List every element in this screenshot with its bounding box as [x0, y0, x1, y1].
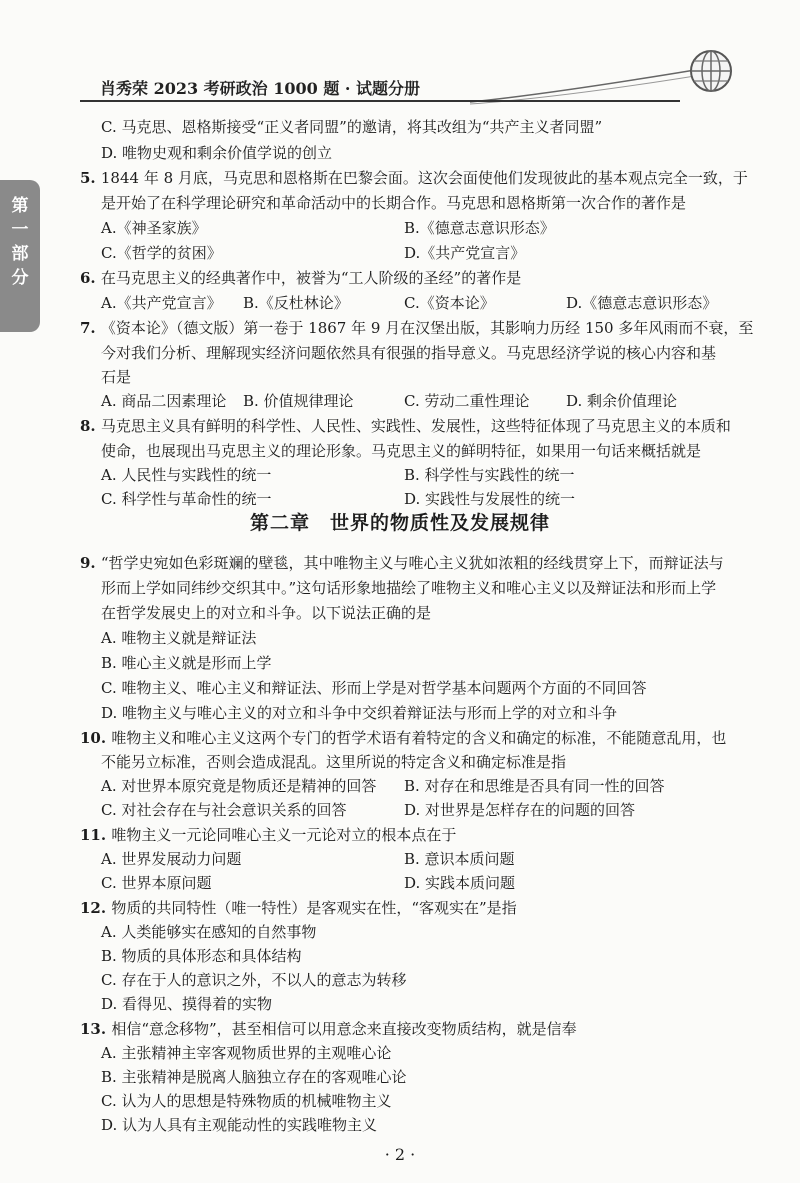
line-text: C. 世界本原问题	[101, 874, 212, 892]
question-stem-line	[80, 553, 724, 573]
text-line	[101, 367, 131, 387]
line-text: 形而上学如同纬纱交织其中。”这句话形象地描绘了唯物主义和唯心主义以及辩证法和形而上学	[101, 579, 717, 597]
text-line	[101, 752, 566, 772]
text-line	[404, 849, 515, 869]
question-stem-line	[80, 728, 726, 748]
line-text: A. 主张精神主宰客观物质世界的主观唯心论	[101, 1044, 392, 1062]
line-text: 1844 年 8 月底，马克思和恩格斯在巴黎会面。这次会面使他们发现彼此的基本观点完全一致，于	[100, 169, 748, 187]
line-text: A. 世界发展动力问题	[101, 850, 242, 868]
part-side-tab-label: 第一部分	[11, 196, 29, 288]
text-line	[566, 293, 717, 313]
line-text: 使命，也展现出马克思主义的理论形象。马克思主义的鲜明特征，如果用一句话来概括就是	[101, 442, 702, 460]
text-line	[101, 628, 256, 648]
line-text: A.《神圣家族》	[101, 219, 207, 237]
line-text: B. 对存在和思维是否具有同一性的回答	[404, 777, 665, 795]
text-line	[101, 143, 332, 163]
line-text: A. 人民性与实践性的统一	[101, 466, 272, 484]
line-text: 是开始了在科学理论研究和革命活动中的长期合作。马克思和恩格斯第一次合作的著作是	[101, 194, 687, 212]
text-line	[566, 391, 677, 411]
line-text: D.《共产党宣言》	[404, 244, 526, 262]
text-line	[101, 465, 271, 485]
question-number: 10.	[80, 729, 112, 747]
line-text: 《资本论》（德文版）第一卷于 1867 年 9 月在汉堡出版，其影响力历经 150 多年风雨而不衰，至	[100, 319, 754, 337]
page-number: · 2 ·	[384, 1145, 416, 1164]
line-text: D. 实践性与发展性的统一	[404, 490, 576, 508]
text-line	[243, 293, 349, 313]
text-line	[101, 703, 617, 723]
text-line	[101, 578, 716, 598]
question-stem-line	[80, 898, 517, 918]
line-text: A. 商品二因素理论	[101, 392, 227, 410]
line-text: C. 存在于人的意识之外，不以人的意志为转移	[101, 971, 407, 989]
line-text: D. 对世界是怎样存在的问题的回答	[404, 801, 636, 819]
text-line	[101, 994, 272, 1014]
text-line	[101, 603, 431, 623]
line-text: B. 科学性与实践性的统一	[404, 466, 575, 484]
text-line	[101, 970, 406, 990]
text-line	[404, 489, 575, 509]
text-line	[404, 243, 525, 263]
text-line	[101, 946, 302, 966]
line-text: A. 唯物主义就是辩证法	[101, 629, 257, 647]
text-line	[101, 678, 646, 698]
line-text: “哲学史宛如色彩斑斓的壁毯，其中唯物主义与唯心主义犹如浓粗的经线贯穿上下，而辩证法与	[100, 554, 724, 572]
text-line	[101, 922, 316, 942]
text-line	[101, 218, 207, 238]
line-text: B. 物质的具体形态和具体结构	[101, 947, 302, 965]
line-text: C. 对社会存在与社会意识关系的回答	[101, 801, 347, 819]
line-text: D.《德意志意识形态》	[566, 294, 718, 312]
line-text: A. 对世界本原究竟是物质还是精神的回答	[101, 777, 377, 795]
question-stem-line	[80, 168, 748, 188]
text-line	[404, 465, 575, 485]
line-text: D. 看得见、摸得着的实物	[101, 995, 273, 1013]
question-number: 12.	[80, 899, 112, 917]
line-text: C. 科学性与革命性的统一	[101, 490, 272, 508]
line-text: D. 唯物史观和剩余价值学说的创立	[101, 144, 333, 162]
question-number: 9.	[80, 554, 101, 572]
page-header	[0, 0, 800, 110]
text-line	[404, 873, 515, 893]
text-line	[404, 391, 529, 411]
line-text: D. 剩余价值理论	[566, 392, 678, 410]
question-number: 13.	[80, 1020, 112, 1038]
line-text: 在哲学发展史上的对立和斗争。以下说法正确的是	[101, 604, 432, 622]
question-number: 5.	[80, 169, 101, 187]
line-text: C. 马克思、恩格斯接受“正义者同盟”的邀请，将其改组为“共产主义者同盟”	[101, 118, 603, 136]
line-text: 在马克思主义的经典著作中，被誉为“工人阶级的圣经”的著作是	[100, 269, 522, 287]
line-text: B. 意识本质问题	[404, 850, 515, 868]
text-line	[101, 1091, 391, 1111]
line-text: 相信“意念移物”，甚至相信可以用意念来直接改变物质结构，就是信奉	[111, 1020, 577, 1038]
text-line	[404, 776, 665, 796]
text-line	[101, 1067, 407, 1087]
text-line	[404, 293, 495, 313]
question-stem-line	[80, 268, 521, 288]
line-text: 唯物主义和唯心主义这两个专门的哲学术语有着特定的含义和确定的标准，不能随意乱用，也	[111, 729, 727, 747]
text-line	[101, 293, 222, 313]
text-line	[101, 391, 226, 411]
text-line	[101, 653, 272, 673]
line-text: A. 人类能够实在感知的自然事物	[101, 923, 317, 941]
question-stem-line	[80, 1019, 577, 1039]
text-line	[404, 218, 555, 238]
line-text: C. 唯物主义、唯心主义和辩证法、形而上学是对哲学基本问题两个方面的不同回答	[101, 679, 647, 697]
question-number: 11.	[80, 826, 112, 844]
line-text: 马克思主义具有鲜明的科学性、人民性、实践性、发展性，这些特征体现了马克思主义的本质和	[100, 417, 731, 435]
header-title: 肖秀荣 2023 考研政治 1000 题 · 试题分册	[100, 79, 421, 98]
question-stem-line	[80, 318, 753, 338]
text-line	[101, 243, 222, 263]
text-line	[101, 849, 241, 869]
text-line	[101, 1043, 391, 1063]
text-line	[101, 873, 211, 893]
line-text: 石是	[101, 368, 132, 386]
text-line	[404, 800, 635, 820]
line-text: D. 唯物主义与唯心主义的对立和斗争中交织着辩证法与形而上学的对立和斗争	[101, 704, 618, 722]
question-number: 7.	[80, 319, 101, 337]
text-line	[101, 117, 602, 137]
text-line	[101, 343, 716, 363]
text-line	[101, 1115, 377, 1135]
text-line	[101, 776, 376, 796]
line-text: B. 价值规律理论	[243, 392, 354, 410]
text-line	[101, 489, 271, 509]
question-number: 6.	[80, 269, 101, 287]
line-text: B.《反杜林论》	[243, 294, 349, 312]
header-rule	[80, 100, 680, 102]
chapter-heading: 第二章 世界的物质性及发展规律	[249, 512, 550, 534]
question-stem-line	[80, 416, 731, 436]
line-text: C.《资本论》	[404, 294, 495, 312]
line-text: C. 劳动二重性理论	[404, 392, 530, 410]
text-line	[101, 193, 686, 213]
question-stem-line	[80, 825, 456, 845]
part-side-tab	[0, 180, 40, 332]
text-line	[101, 800, 346, 820]
question-number: 8.	[80, 417, 101, 435]
line-text: D. 实践本质问题	[404, 874, 516, 892]
text-line	[101, 441, 701, 461]
line-text: 物质的共同特性（唯一特性）是客观实在性，“客观实在”是指	[111, 899, 517, 917]
line-text: A.《共产党宣言》	[101, 294, 222, 312]
line-text: C. 认为人的思想是特殊物质的机械唯物主义	[101, 1092, 392, 1110]
line-text: C.《哲学的贫困》	[101, 244, 222, 262]
globe-icon	[688, 48, 734, 94]
text-line	[243, 391, 354, 411]
line-text: B.《德意志意识形态》	[404, 219, 555, 237]
line-text: D. 认为人具有主观能动性的实践唯物主义	[101, 1116, 378, 1134]
line-text: 今对我们分析、理解现实经济问题依然具有很强的指导意义。马克思经济学说的核心内容和基	[101, 344, 717, 362]
line-text: 不能另立标准，否则会造成混乱。这里所说的特定含义和确定标准是指	[101, 753, 567, 771]
line-text: B. 主张精神是脱离人脑独立存在的客观唯心论	[101, 1068, 407, 1086]
line-text: 唯物主义一元论同唯心主义一元论对立的根本点在于	[111, 826, 457, 844]
line-text: B. 唯心主义就是形而上学	[101, 654, 272, 672]
